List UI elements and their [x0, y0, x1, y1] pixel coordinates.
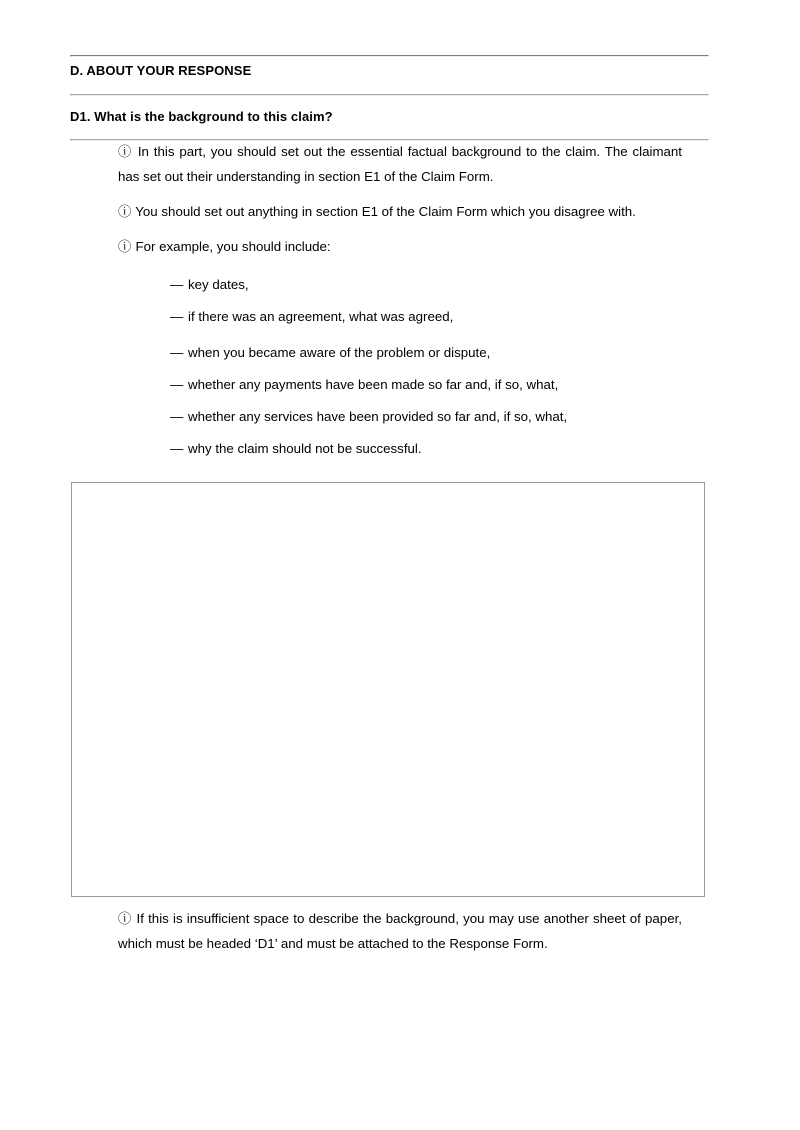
guidance-paragraph-text: For example, you should include:	[135, 239, 331, 254]
section-heading: D. ABOUT YOUR RESPONSE	[70, 62, 252, 78]
info-icon: ⓘ	[118, 204, 132, 219]
insufficient-space-note-text: If this is insufficient space to describe the background, you may use another sheet of paper, which must be headed ‘D1’ and must be attached to the Response Form.	[118, 911, 682, 951]
answer-textarea-d1[interactable]	[71, 482, 705, 897]
info-icon: ⓘ	[118, 911, 133, 926]
info-icon: ⓘ	[118, 144, 133, 159]
divider-below-section-heading	[70, 94, 709, 96]
question-heading-d1: D1. What is the background to this claim?	[70, 108, 333, 124]
guidance-text-block	[118, 139, 682, 259]
list-item-label: key dates,	[188, 277, 249, 292]
list-item-label: when you became aware of the problem or dispute,	[188, 345, 491, 360]
list-item-label: why the claim should not be successful.	[188, 441, 422, 456]
guidance-paragraph	[118, 139, 682, 189]
guidance-paragraph-text: In this part, you should set out the essential factual background to the claim. The claimant has set out their understanding in section E1 of the Claim Form.	[118, 144, 683, 184]
dash-icon: —	[170, 345, 185, 360]
guidance-paragraph-text: You should set out anything in section E1 of the Claim Form which you disagree with.	[135, 204, 636, 219]
divider-above-section-heading	[70, 55, 709, 57]
list-item	[170, 375, 690, 395]
list-item	[170, 275, 690, 295]
dash-icon: —	[170, 441, 185, 456]
list-item-label: whether any payments have been made so far and, if so, what,	[188, 377, 559, 392]
list-item-label: whether any services have been provided so far and, if so, what,	[188, 409, 568, 424]
list-item	[170, 307, 690, 327]
dash-icon: —	[170, 409, 185, 424]
dash-icon: —	[170, 277, 185, 292]
guidance-paragraph	[118, 234, 682, 259]
dash-icon: —	[170, 309, 185, 324]
example-list	[170, 275, 690, 459]
insufficient-space-note	[118, 906, 682, 956]
guidance-paragraph	[118, 199, 682, 224]
list-item	[170, 343, 690, 363]
list-item	[170, 439, 690, 459]
list-item	[170, 407, 690, 427]
info-icon: ⓘ	[118, 239, 132, 254]
dash-icon: —	[170, 377, 185, 392]
list-item-label: if there was an agreement, what was agreed,	[188, 309, 454, 324]
